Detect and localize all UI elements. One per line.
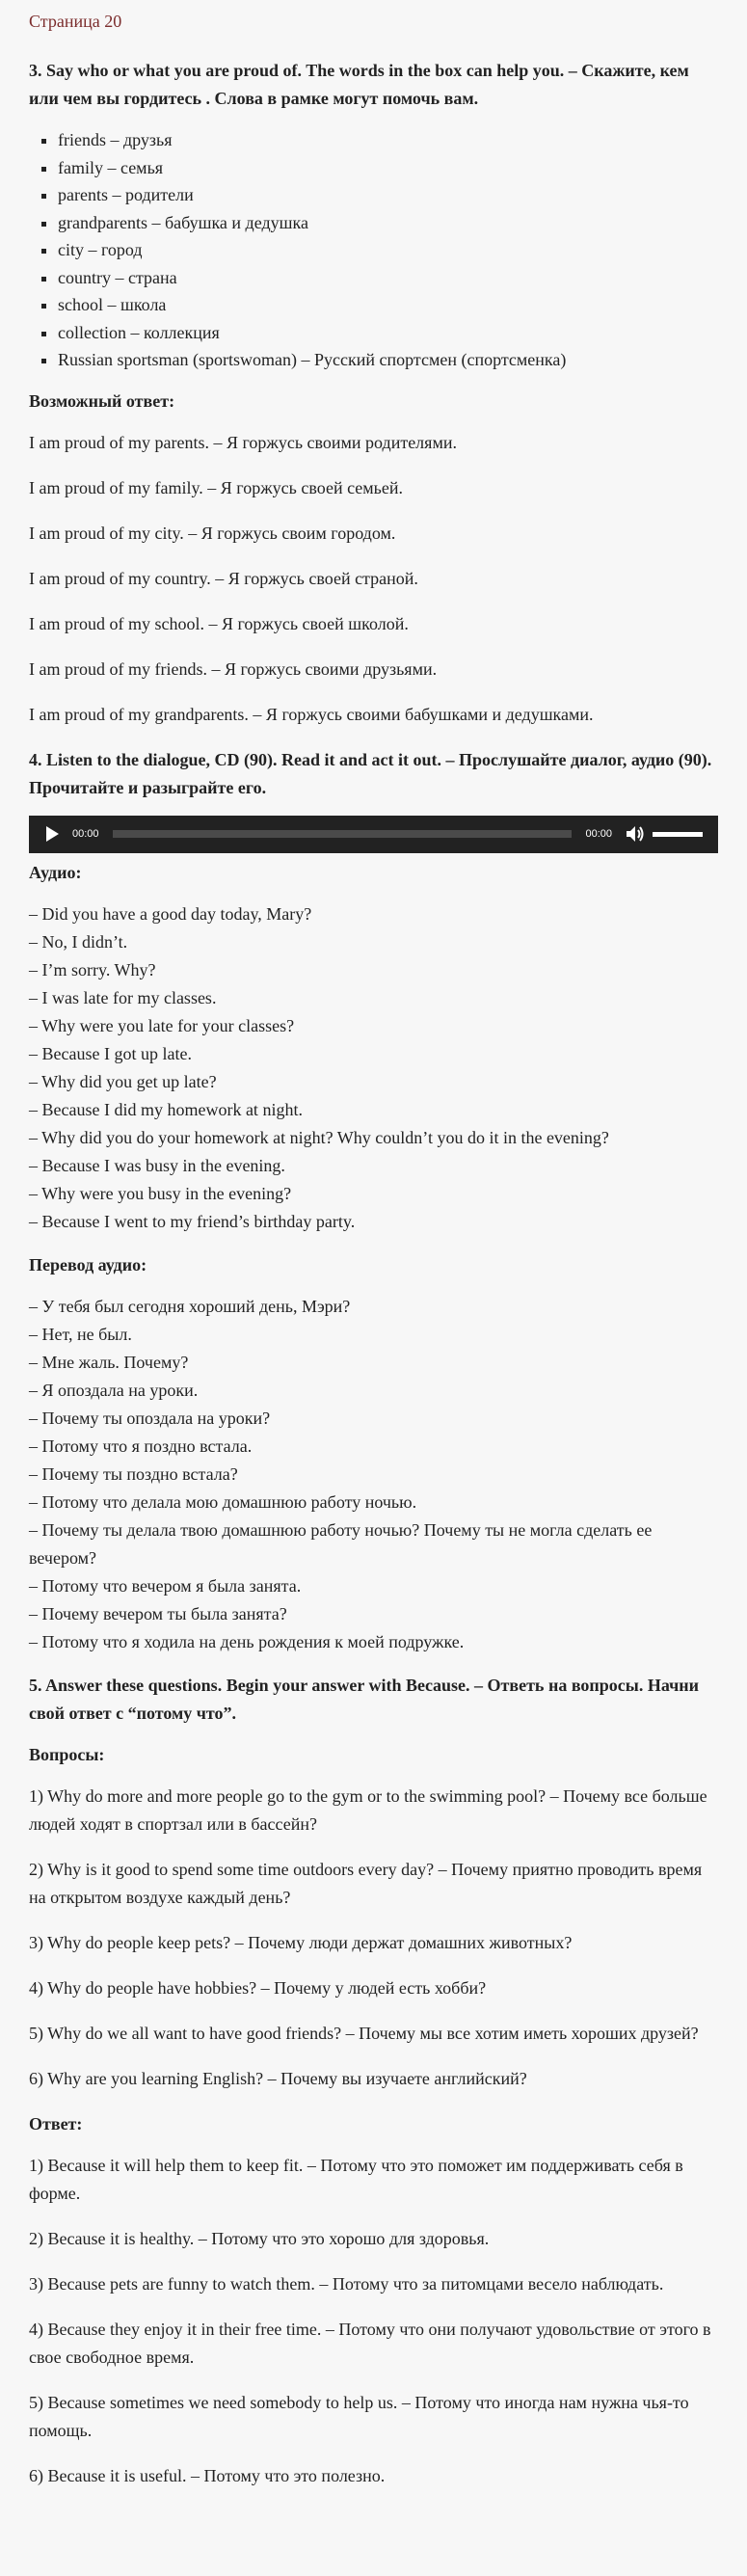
word-item: ▪ family – семья bbox=[58, 154, 718, 182]
answer-label: Ответ: bbox=[29, 2113, 83, 2133]
dialogue-line: – Почему вечером ты была занята? bbox=[29, 1603, 287, 1623]
dialogue-line: – Did you have a good day today, Mary? bbox=[29, 903, 312, 924]
volume-slider[interactable] bbox=[653, 832, 703, 837]
dialogue-line: – I was late for my classes. bbox=[29, 987, 217, 1007]
answer-line: I am proud of my family. – Я горжусь своей семьей. bbox=[29, 477, 403, 497]
question-item: 1) Why do more and more people go to the gym or to the swimming pool? – Почему все больше людей ходят в спортзал или в бассейн? bbox=[29, 1785, 707, 1834]
dialogue-line: – Because I went to my friend’s birthday party. bbox=[29, 1211, 356, 1231]
questions-label: Вопросы: bbox=[29, 1744, 105, 1764]
dialogue-line: – У тебя был сегодня хороший день, Мэри? bbox=[29, 1296, 351, 1316]
question-item: 4) Why do people have hobbies? – Почему у людей есть хобби? bbox=[29, 1977, 487, 1998]
audio-label: Аудио: bbox=[29, 862, 82, 882]
seek-bar[interactable] bbox=[113, 830, 573, 838]
audio-player bbox=[29, 816, 718, 853]
word-item: ▪ grandparents – бабушка и дедушка bbox=[58, 209, 718, 237]
word-item: ▪ parents – родители bbox=[58, 181, 718, 209]
answers-list bbox=[29, 2152, 718, 2490]
question-item: 5) Why do we all want to have good friends? – Почему мы все хотим иметь хороших друзей? bbox=[29, 2023, 699, 2043]
dialogue-line: – Why did you get up late? bbox=[29, 1071, 217, 1091]
answer-line: I am proud of my parents. – Я горжусь своими родителями. bbox=[29, 432, 457, 452]
exercise-3-title: 3. Say who or what you are proud of. The words in the box can help you. – Скажите, кем или чем вы гордитесь . Слова в рамке могут помочь вам. bbox=[29, 61, 689, 108]
answer-item: 2) Because it is healthy. – Потому что это хорошо для здоровья. bbox=[29, 2228, 490, 2248]
answer-item: 4) Because they enjoy it in their free time. – Потому что они получают удовольствие от этого в свое свободное время. bbox=[29, 2319, 711, 2367]
answer-line: I am proud of my grandparents. – Я горжусь своими бабушками и дедушками. bbox=[29, 704, 594, 724]
possible-answer-label: Возможный ответ: bbox=[29, 390, 175, 411]
answer-item: 1) Because it will help them to keep fit. – Потому что это поможет им поддерживать себя в форме. bbox=[29, 2155, 683, 2203]
word-item: ▪ city – город bbox=[58, 236, 718, 264]
dialogue-line: – Потому что я поздно встала. bbox=[29, 1436, 253, 1456]
dialogue-line: – Потому что вечером я была занята. bbox=[29, 1575, 302, 1596]
duration-time: 00:00 bbox=[585, 827, 612, 840]
exercise-5-title: 5. Answer these questions. Begin your answer with Because. – Ответь на вопросы. Начни свой ответ с “потому что”. bbox=[29, 1675, 700, 1723]
dialogue-line: – No, I didn’t. bbox=[29, 931, 128, 952]
word-item: ▪ country – страна bbox=[58, 264, 718, 292]
play-icon[interactable] bbox=[46, 826, 59, 842]
word-item: ▪ collection – коллекция bbox=[58, 319, 718, 347]
dialogue-line: – Because I was busy in the evening. bbox=[29, 1155, 285, 1175]
dialogue-line: – Мне жаль. Почему? bbox=[29, 1352, 189, 1372]
answer-line: I am proud of my school. – Я горжусь своей школой. bbox=[29, 613, 409, 633]
dialogue-line: – Почему ты опоздала на уроки? bbox=[29, 1408, 271, 1428]
dialogue-english bbox=[29, 900, 718, 1236]
word-box-list bbox=[29, 126, 718, 374]
answer-line: I am proud of my country. – Я горжусь своей страной. bbox=[29, 568, 418, 588]
answer-line: I am proud of my friends. – Я горжусь своими друзьями. bbox=[29, 658, 438, 679]
dialogue-line: – I’m sorry. Why? bbox=[29, 959, 156, 979]
volume-icon[interactable] bbox=[626, 825, 645, 843]
answer-item: 5) Because sometimes we need somebody to help us. – Потому что иногда нам нужна чья-то помощь. bbox=[29, 2392, 689, 2440]
page-link[interactable]: Страница 20 bbox=[29, 12, 122, 31]
answer-line: I am proud of my city. – Я горжусь своим городом. bbox=[29, 523, 396, 543]
dialogue-line: – Почему ты поздно встала? bbox=[29, 1463, 238, 1484]
dialogue-line: – Because I did my homework at night. bbox=[29, 1099, 303, 1119]
answer-item: 6) Because it is useful. – Потому что это полезно. bbox=[29, 2465, 386, 2485]
current-time: 00:00 bbox=[72, 827, 99, 840]
word-item: ▪ friends – друзья bbox=[58, 126, 718, 154]
dialogue-line: – Потому что я ходила на день рождения к моей подружке. bbox=[29, 1631, 465, 1651]
answer-item: 3) Because pets are funny to watch them. – Потому что за питомцами весело наблюдать. bbox=[29, 2273, 664, 2294]
questions-list bbox=[29, 1783, 718, 2093]
translation-label: Перевод аудио: bbox=[29, 1254, 147, 1275]
dialogue-line: – Why were you busy in the evening? bbox=[29, 1183, 292, 1203]
question-item: 6) Why are you learning English? – Почему вы изучаете английский? bbox=[29, 2068, 527, 2088]
word-item: ▪ Russian sportsman (sportswoman) – Русский спортсмен (спортсменка) bbox=[58, 346, 718, 374]
dialogue-line: – Я опоздала на уроки. bbox=[29, 1380, 199, 1400]
dialogue-line: – Нет, не был. bbox=[29, 1324, 132, 1344]
question-item: 2) Why is it good to spend some time outdoors every day? – Почему приятно проводить время на открытом воздухе каждый день? bbox=[29, 1859, 703, 1907]
dialogue-line: – Потому что делала мою домашнюю работу ночью. bbox=[29, 1491, 417, 1512]
word-item: ▪ school – школа bbox=[58, 291, 718, 319]
dialogue-russian bbox=[29, 1293, 718, 1656]
dialogue-line: – Because I got up late. bbox=[29, 1043, 192, 1063]
exercise-4-title: 4. Listen to the dialogue, CD (90). Read it and act it out. – Прослушайте диалог, аудио (90). Прочитайте и разыграйте его. bbox=[29, 749, 712, 797]
dialogue-line: – Why did you do your homework at night? Why couldn’t you do it in the evening? bbox=[29, 1127, 609, 1147]
question-item: 3) Why do people keep pets? – Почему люди держат домашних животных? bbox=[29, 1932, 573, 1952]
dialogue-line: – Почему ты делала твою домашнюю работу ночью? Почему ты не могла сделать ее вечером? bbox=[29, 1519, 653, 1568]
dialogue-line: – Why were you late for your classes? bbox=[29, 1015, 295, 1035]
